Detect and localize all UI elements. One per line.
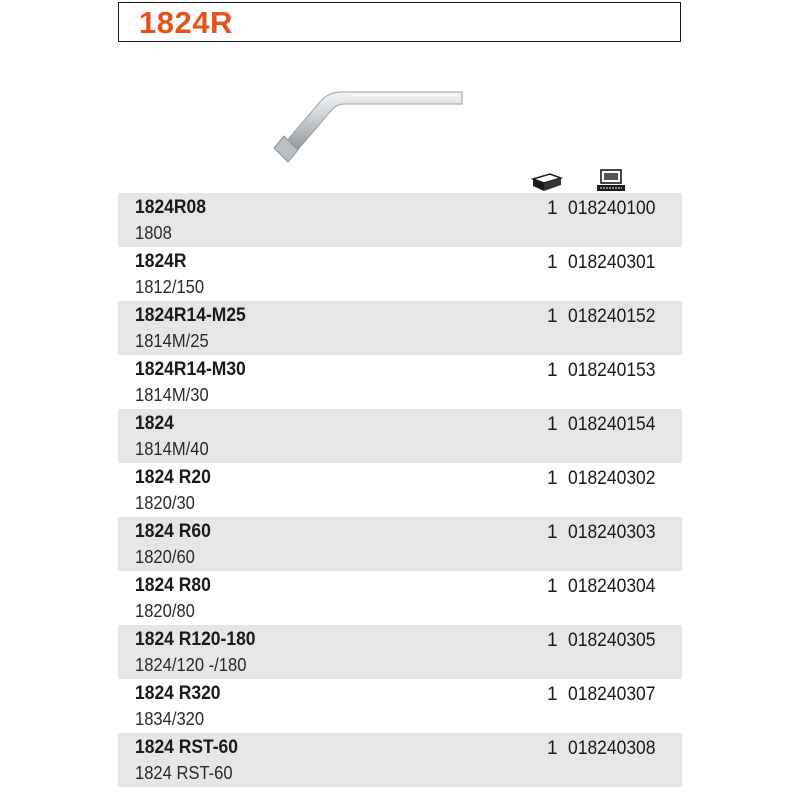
table-row — [118, 355, 682, 409]
item-article-number: 018240305 — [568, 630, 656, 651]
item-quantity: 1 — [547, 306, 558, 327]
table-row — [118, 517, 682, 571]
item-code: 1824 R80 — [135, 575, 211, 596]
item-code: 1824R14-M30 — [135, 359, 246, 380]
item-article-number: 018240153 — [568, 360, 656, 381]
item-article-number: 018240308 — [568, 738, 656, 759]
box-pack-icon — [530, 172, 564, 192]
item-quantity: 1 — [547, 522, 558, 543]
soldering-tip-image — [262, 78, 482, 168]
item-reference: 1814M/40 — [135, 439, 209, 459]
item-code: 1824 RST-60 — [135, 737, 239, 758]
table-row — [118, 571, 682, 625]
item-code: 1824R14-M25 — [135, 305, 246, 326]
item-quantity: 1 — [547, 360, 558, 381]
table-row — [118, 733, 682, 787]
item-article-number: 018240302 — [568, 468, 656, 489]
item-reference: 1820/30 — [135, 493, 195, 513]
item-quantity: 1 — [547, 198, 558, 219]
table-row — [118, 301, 682, 355]
article-table — [118, 193, 682, 787]
item-quantity: 1 — [547, 468, 558, 489]
item-quantity: 1 — [547, 252, 558, 273]
item-reference: 1820/60 — [135, 547, 195, 567]
item-code: 1824 R60 — [135, 521, 211, 542]
item-article-number: 018240307 — [568, 684, 656, 705]
item-code: 1824 R320 — [135, 683, 221, 704]
table-row — [118, 247, 682, 301]
item-reference: 1824/120 -/180 — [135, 655, 247, 675]
item-quantity: 1 — [547, 684, 558, 705]
item-reference: 1824 RST-60 — [135, 763, 233, 783]
item-code: 1824 R20 — [135, 467, 211, 488]
table-row — [118, 463, 682, 517]
item-code: 1824R — [135, 251, 187, 272]
item-article-number: 018240152 — [568, 306, 656, 327]
item-reference: 1814M/30 — [135, 385, 209, 405]
item-reference: 1812/150 — [135, 277, 205, 297]
item-quantity: 1 — [547, 576, 558, 597]
item-code: 1824 R120-180 — [135, 629, 256, 650]
table-row — [118, 679, 682, 733]
item-reference: 1814M/25 — [135, 331, 209, 351]
product-title: 1824R — [139, 5, 233, 40]
item-article-number: 018240303 — [568, 522, 656, 543]
item-reference: 1834/320 — [135, 709, 205, 729]
item-article-number: 018240100 — [568, 198, 656, 219]
table-row — [118, 193, 682, 247]
item-quantity: 1 — [547, 414, 558, 435]
computer-terminal-icon — [595, 169, 627, 193]
item-quantity: 1 — [547, 630, 558, 651]
item-article-number: 018240304 — [568, 576, 656, 597]
table-row — [118, 409, 682, 463]
item-code: 1824 — [135, 413, 174, 434]
item-code: 1824R08 — [135, 197, 206, 218]
item-article-number: 018240301 — [568, 252, 656, 273]
table-row — [118, 625, 682, 679]
item-article-number: 018240154 — [568, 414, 656, 435]
item-reference: 1820/80 — [135, 601, 195, 621]
item-reference: 1808 — [135, 223, 172, 243]
title-box — [118, 2, 681, 42]
item-quantity: 1 — [547, 738, 558, 759]
